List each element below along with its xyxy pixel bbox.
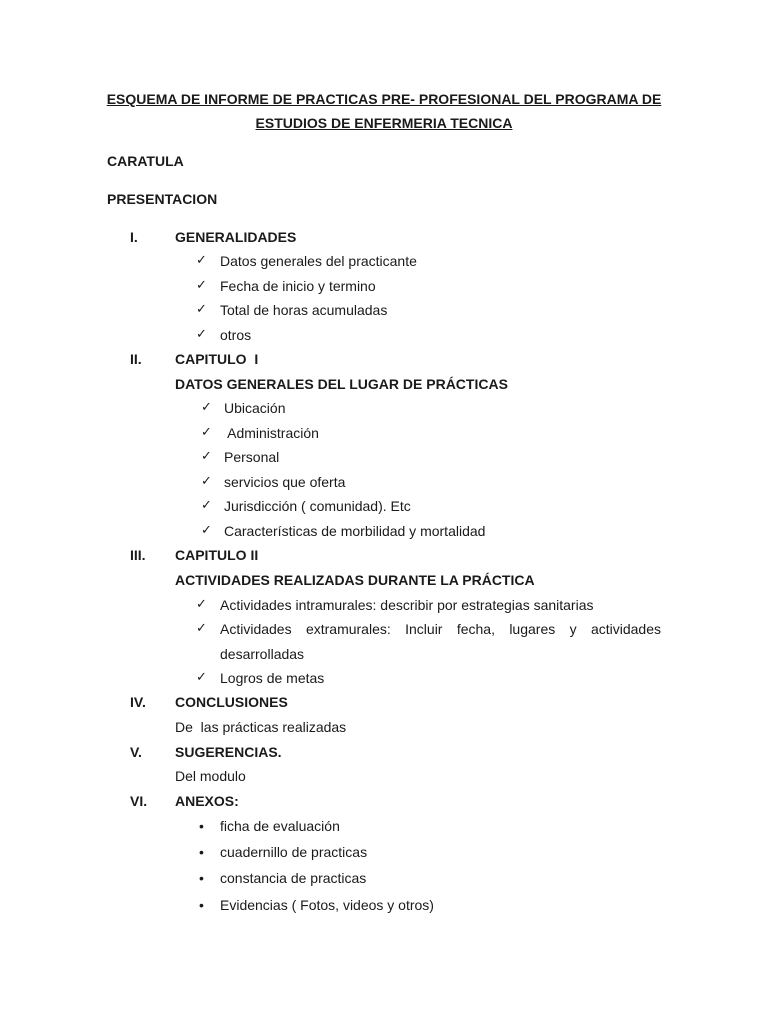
section-6-title: ANEXOS:: [175, 793, 239, 809]
checkmark-icon: ✓: [196, 253, 207, 268]
document-title-line-1: ESQUEMA DE INFORME DE PRACTICAS PRE- PROFESIONAL DEL PROGRAMA DE: [106, 91, 662, 107]
list-item: Actividades extramurales: Incluir fecha, lugares y actividades: [220, 621, 661, 637]
section-5-number: V.: [130, 744, 142, 760]
bullet-icon: •: [199, 844, 204, 860]
heading-caratula: CARATULA: [107, 153, 184, 169]
checkmark-icon: ✓: [201, 400, 212, 415]
section-3-subtitle: ACTIVIDADES REALIZADAS DURANTE LA PRÁCTICA: [175, 572, 535, 588]
list-item: Jurisdicción ( comunidad). Etc: [224, 498, 411, 514]
list-item: otros: [220, 327, 252, 343]
checkmark-icon: ✓: [201, 498, 212, 513]
section-6-number: VI.: [130, 793, 148, 809]
list-item: Fecha de inicio y termino: [220, 278, 376, 294]
section-1-title: GENERALIDADES: [175, 229, 297, 245]
bullet-icon: •: [199, 897, 204, 913]
list-item: Logros de metas: [220, 670, 325, 686]
section-2-subtitle: DATOS GENERALES DEL LUGAR DE PRÁCTICAS: [175, 376, 508, 392]
list-item: Ubicación: [224, 400, 286, 416]
list-item: Administración: [224, 425, 319, 441]
list-item: servicios que oferta: [224, 474, 346, 490]
list-item: Evidencias ( Fotos, videos y otros): [220, 897, 434, 913]
list-item: Actividades intramurales: describir por estrategias sanitarias: [220, 597, 594, 613]
checkmark-icon: ✓: [201, 425, 212, 440]
checkmark-icon: ✓: [196, 278, 207, 293]
bullet-icon: •: [199, 870, 204, 886]
list-item: Total de horas acumuladas: [220, 302, 388, 318]
section-5-title: SUGERENCIAS.: [175, 744, 282, 760]
list-item: Personal: [224, 449, 280, 465]
bullet-icon: •: [199, 818, 204, 834]
section-5-text: Del modulo: [175, 768, 246, 784]
section-4-title: CONCLUSIONES: [175, 694, 288, 710]
list-item: Datos generales del practicante: [220, 253, 417, 269]
section-2-number: II.: [130, 351, 142, 367]
heading-presentacion: PRESENTACION: [107, 191, 218, 207]
checkmark-icon: ✓: [196, 302, 207, 317]
list-item-continuation: desarrolladas: [220, 646, 305, 662]
section-1-number: I.: [130, 229, 138, 245]
checkmark-icon: ✓: [196, 670, 207, 685]
checkmark-icon: ✓: [201, 523, 212, 538]
checkmark-icon: ✓: [201, 474, 212, 489]
checkmark-icon: ✓: [196, 327, 207, 342]
section-4-text: De las prácticas realizadas: [175, 719, 347, 735]
document-title-line-2: ESTUDIOS DE ENFERMERIA TECNICA: [255, 115, 513, 131]
section-2-title: CAPITULO I: [175, 351, 259, 367]
section-3-title: CAPITULO II: [175, 547, 259, 563]
section-4-number: IV.: [130, 694, 146, 710]
list-item: Características de morbilidad y mortalidad: [224, 523, 486, 539]
list-item: constancia de practicas: [220, 870, 367, 886]
list-item: ficha de evaluación: [220, 818, 340, 834]
checkmark-icon: ✓: [196, 621, 207, 636]
section-3-number: III.: [130, 547, 146, 563]
checkmark-icon: ✓: [196, 597, 207, 612]
checkmark-icon: ✓: [201, 449, 212, 464]
list-item: cuadernillo de practicas: [220, 844, 368, 860]
